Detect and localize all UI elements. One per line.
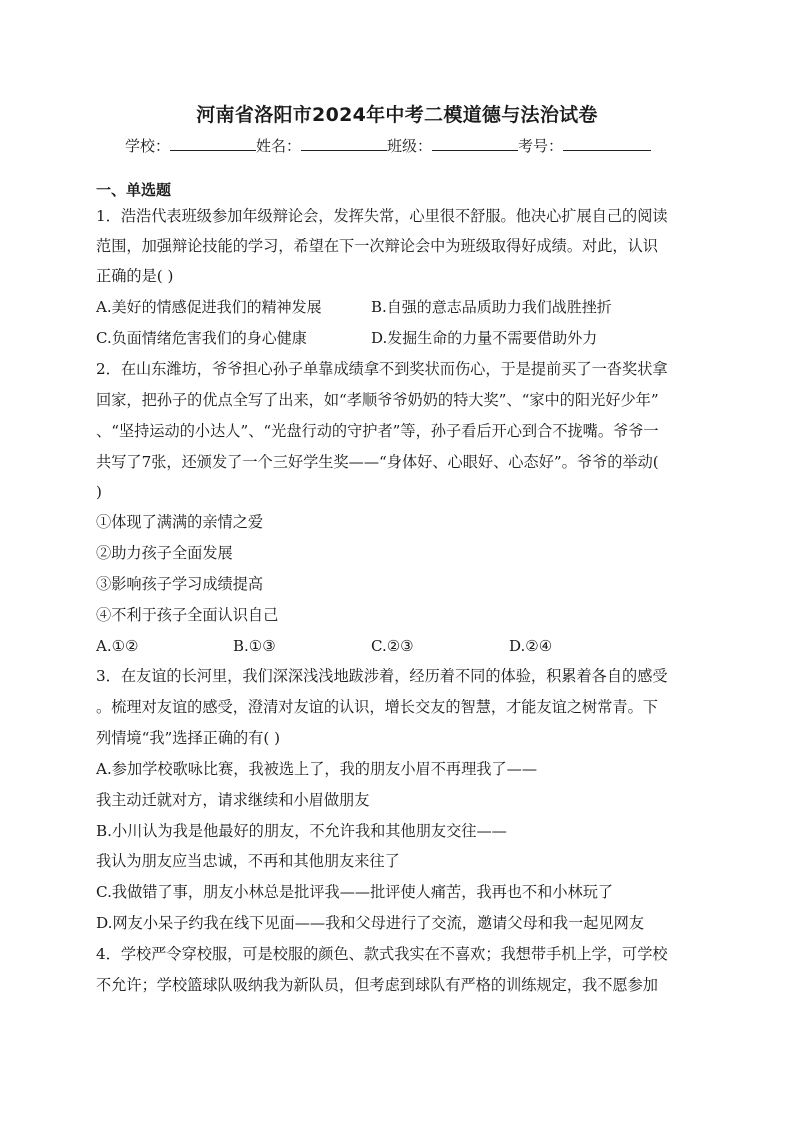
question-4-line: 4．学校严令穿校服，可是校服的颜色、款式我实在不喜欢；我想带手机上学，可学校	[96, 945, 668, 963]
q3-option-b-cont: 我认为朋友应当忠诚，不再和其他朋友来往了	[96, 852, 400, 870]
q1-option-d[interactable]: D.发掘生命的力量不需要借助外力	[371, 329, 598, 347]
q3-option-d[interactable]: D.网友小呆子约我在线下见面——我和父母进行了交流，邀请父母和我一起见网友	[96, 914, 645, 932]
school-label: 学校：	[125, 137, 171, 155]
q3-option-b[interactable]: B.小川认为我是他最好的朋友，不允许我和其他朋友交往——	[96, 822, 507, 840]
q2-statement-4: ④不利于孩子全面认识自己	[96, 606, 279, 624]
question-2-line: 共写了7张，还颁发了一个三好学生奖——“身体好、心眼好、心态好”。爷爷的举动(	[96, 453, 659, 471]
q2-statement-1: ①体现了满满的亲情之爱	[96, 513, 264, 531]
q3-option-a-cont: 我主动迁就对方，请求继续和小眉做朋友	[96, 791, 370, 809]
q2-option-a[interactable]: A.①②	[96, 637, 139, 655]
question-3-line: 3．在友谊的长河里，我们深深浅浅地跋涉着，经历着不同的体验，积累着各自的感受	[96, 667, 668, 685]
q2-option-c[interactable]: C.②③	[371, 637, 414, 655]
question-1-line: 1．浩浩代表班级参加年级辩论会，发挥失常，心里很不舒服。他决心扩展自己的阅读	[96, 207, 668, 225]
number-blank[interactable]	[563, 134, 651, 151]
q1-option-a[interactable]: A.美好的情感促进我们的精神发展	[96, 298, 322, 316]
student-info-row	[125, 134, 651, 156]
q2-option-b[interactable]: B.①③	[233, 637, 276, 655]
question-2-line: 回家，把孙子的优点全写了出来，如“孝顺爷爷奶奶的特大奖”、“家中的阳光好少年”	[96, 391, 659, 409]
school-blank[interactable]	[170, 134, 256, 151]
q2-option-d[interactable]: D.②④	[509, 637, 553, 655]
q3-option-a[interactable]: A.参加学校歌咏比赛，我被选上了，我的朋友小眉不再理我了——	[96, 760, 538, 778]
page-title: 河南省洛阳市2024年中考二模道德与法治试卷	[196, 104, 598, 126]
q2-statement-3: ③影响孩子学习成绩提高	[96, 575, 264, 593]
q1-option-b[interactable]: B.自强的意志品质助力我们战胜挫折	[371, 298, 612, 316]
q1-option-c[interactable]: C.负面情绪危害我们的身心健康	[96, 329, 307, 347]
question-2-line: 、“坚持运动的小达人”、“光盘行动的守护者”等，孙子看后开心到合不拢嘴。爷爷一	[96, 422, 659, 440]
question-4-line: 不允许；学校篮球队吸纳我为新队员，但考虑到球队有严格的训练规定，我不愿参加	[96, 976, 658, 994]
class-blank[interactable]	[432, 134, 518, 151]
question-1-line: 正确的是( )	[96, 267, 174, 285]
name-blank[interactable]	[301, 134, 387, 151]
class-label: 班级：	[387, 137, 433, 155]
section-heading: 一、单选题	[96, 181, 172, 199]
q3-option-c[interactable]: C.我做错了事，朋友小林总是批评我——批评使人痛苦，我再也不和小林玩了	[96, 883, 614, 901]
q2-statement-2: ②助力孩子全面发展	[96, 544, 233, 562]
number-label: 考号：	[518, 137, 564, 155]
question-2-line: )	[96, 483, 102, 501]
question-3-line: 。梳理对友谊的感受，澄清对友谊的认识，增长交友的智慧，才能友谊之树常青。下	[96, 698, 658, 716]
question-3-line: 列情境“我”选择正确的有( )	[96, 729, 281, 747]
question-2-line: 2．在山东潍坊，爷爷担心孙子单靠成绩拿不到奖状而伤心，于是提前买了一沓奖状拿	[96, 360, 668, 378]
name-label: 姓名：	[256, 137, 302, 155]
question-1-line: 范围，加强辩论技能的学习，希望在下一次辩论会中为班级取得好成绩。对此，认识	[96, 237, 658, 255]
